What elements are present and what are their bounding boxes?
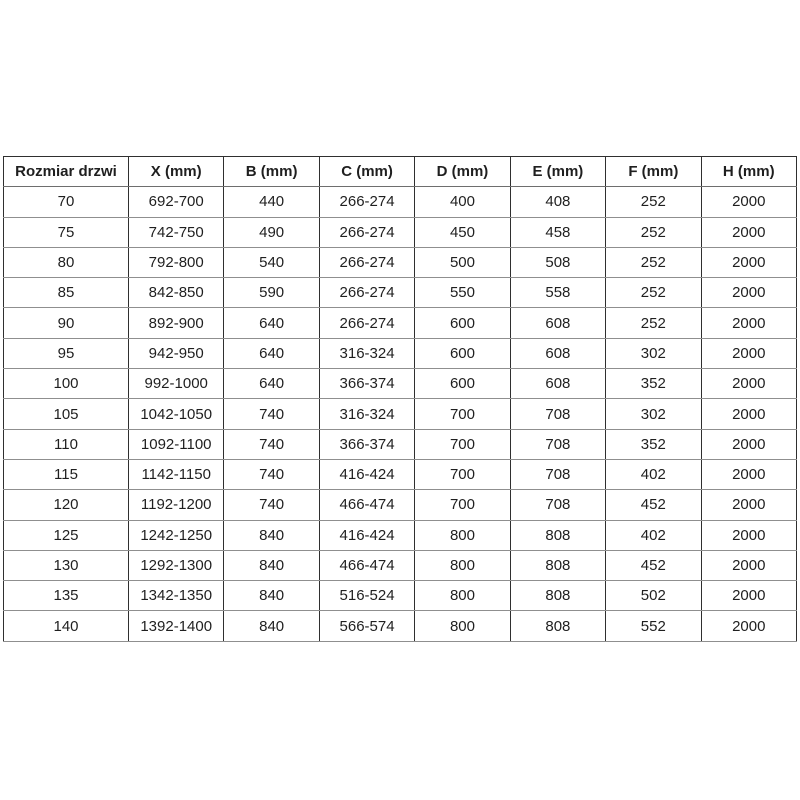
- table-cell: 840: [224, 550, 319, 580]
- table-cell: 70: [4, 187, 129, 217]
- table-cell: 352: [606, 369, 701, 399]
- table-cell: 800: [415, 581, 510, 611]
- table-cell: 266-274: [319, 308, 414, 338]
- table-cell: 552: [606, 611, 701, 641]
- table-row: [4, 399, 797, 429]
- column-header: D (mm): [415, 157, 510, 187]
- table-cell: 808: [510, 520, 605, 550]
- table-cell: 600: [415, 308, 510, 338]
- table-cell: 700: [415, 429, 510, 459]
- table-cell: 608: [510, 338, 605, 368]
- table-cell: 840: [224, 581, 319, 611]
- table-cell: 640: [224, 308, 319, 338]
- table-cell: 2000: [701, 247, 796, 277]
- table-cell: 1092-1100: [129, 429, 224, 459]
- table-cell: 2000: [701, 369, 796, 399]
- table-cell: 302: [606, 399, 701, 429]
- table-cell: 2000: [701, 611, 796, 641]
- table-cell: 2000: [701, 520, 796, 550]
- table-cell: 2000: [701, 581, 796, 611]
- table-cell: 490: [224, 217, 319, 247]
- table-cell: 640: [224, 338, 319, 368]
- table-cell: 840: [224, 611, 319, 641]
- table-cell: 316-324: [319, 338, 414, 368]
- table-cell: 740: [224, 399, 319, 429]
- table-cell: 105: [4, 399, 129, 429]
- column-header: C (mm): [319, 157, 414, 187]
- table-cell: 1342-1350: [129, 581, 224, 611]
- table-cell: 540: [224, 247, 319, 277]
- table-cell: 402: [606, 459, 701, 489]
- table-cell: 110: [4, 429, 129, 459]
- table-cell: 266-274: [319, 247, 414, 277]
- column-header: E (mm): [510, 157, 605, 187]
- table-row: [4, 217, 797, 247]
- table-cell: 608: [510, 369, 605, 399]
- table-cell: 1042-1050: [129, 399, 224, 429]
- table-cell: 2000: [701, 550, 796, 580]
- table-cell: 416-424: [319, 520, 414, 550]
- table-cell: 95: [4, 338, 129, 368]
- table-cell: 692-700: [129, 187, 224, 217]
- table-row: [4, 459, 797, 489]
- table-cell: 466-474: [319, 550, 414, 580]
- table-cell: 1142-1150: [129, 459, 224, 489]
- column-header: X (mm): [129, 157, 224, 187]
- table-cell: 840: [224, 520, 319, 550]
- table-cell: 500: [415, 247, 510, 277]
- table-cell: 700: [415, 459, 510, 489]
- table-cell: 2000: [701, 308, 796, 338]
- table-cell: 808: [510, 581, 605, 611]
- table-cell: 708: [510, 429, 605, 459]
- table-cell: 1292-1300: [129, 550, 224, 580]
- table-row: [4, 490, 797, 520]
- table-cell: 458: [510, 217, 605, 247]
- table-cell: 740: [224, 459, 319, 489]
- table-row: [4, 550, 797, 580]
- table-cell: 252: [606, 217, 701, 247]
- table-cell: 366-374: [319, 369, 414, 399]
- table-cell: 1392-1400: [129, 611, 224, 641]
- table-cell: 792-800: [129, 247, 224, 277]
- table-cell: 266-274: [319, 217, 414, 247]
- table-row: [4, 369, 797, 399]
- table-row: [4, 247, 797, 277]
- table-cell: 450: [415, 217, 510, 247]
- table-cell: 252: [606, 187, 701, 217]
- table-row: [4, 338, 797, 368]
- table-row: [4, 278, 797, 308]
- table-cell: 808: [510, 550, 605, 580]
- table-cell: 508: [510, 247, 605, 277]
- table-cell: 266-274: [319, 187, 414, 217]
- table-cell: 408: [510, 187, 605, 217]
- table-cell: 316-324: [319, 399, 414, 429]
- table-cell: 452: [606, 550, 701, 580]
- table-cell: 2000: [701, 217, 796, 247]
- table-cell: 808: [510, 611, 605, 641]
- table-cell: 2000: [701, 490, 796, 520]
- table-cell: 566-574: [319, 611, 414, 641]
- table-cell: 252: [606, 308, 701, 338]
- table-cell: 266-274: [319, 278, 414, 308]
- table-cell: 75: [4, 217, 129, 247]
- table-cell: 252: [606, 247, 701, 277]
- table-cell: 600: [415, 338, 510, 368]
- table-cell: 2000: [701, 429, 796, 459]
- table-cell: 742-750: [129, 217, 224, 247]
- table-cell: 2000: [701, 187, 796, 217]
- table-cell: 466-474: [319, 490, 414, 520]
- table-row: [4, 308, 797, 338]
- table-cell: 800: [415, 611, 510, 641]
- table-cell: 140: [4, 611, 129, 641]
- table-cell: 842-850: [129, 278, 224, 308]
- table-cell: 740: [224, 429, 319, 459]
- column-header: F (mm): [606, 157, 701, 187]
- column-header: B (mm): [224, 157, 319, 187]
- table-cell: 640: [224, 369, 319, 399]
- table-cell: 992-1000: [129, 369, 224, 399]
- table-row: [4, 611, 797, 641]
- table-cell: 402: [606, 520, 701, 550]
- table-cell: 100: [4, 369, 129, 399]
- table-row: [4, 520, 797, 550]
- table-row: [4, 581, 797, 611]
- table-cell: 452: [606, 490, 701, 520]
- table-cell: 516-524: [319, 581, 414, 611]
- table-cell: 892-900: [129, 308, 224, 338]
- table-cell: 90: [4, 308, 129, 338]
- table-cell: 1192-1200: [129, 490, 224, 520]
- table-cell: 2000: [701, 399, 796, 429]
- table-cell: 708: [510, 459, 605, 489]
- table-body: [4, 187, 797, 641]
- table-cell: 135: [4, 581, 129, 611]
- table-cell: 120: [4, 490, 129, 520]
- column-header: H (mm): [701, 157, 796, 187]
- table-cell: 700: [415, 399, 510, 429]
- table-cell: 302: [606, 338, 701, 368]
- table-cell: 366-374: [319, 429, 414, 459]
- table-cell: 130: [4, 550, 129, 580]
- header-row: [4, 157, 797, 187]
- table-cell: 400: [415, 187, 510, 217]
- table-cell: 942-950: [129, 338, 224, 368]
- table-row: [4, 187, 797, 217]
- table-cell: 550: [415, 278, 510, 308]
- table-cell: 800: [415, 550, 510, 580]
- table-cell: 2000: [701, 278, 796, 308]
- table-cell: 80: [4, 247, 129, 277]
- table-cell: 2000: [701, 459, 796, 489]
- table-cell: 115: [4, 459, 129, 489]
- table-cell: 2000: [701, 338, 796, 368]
- table-cell: 740: [224, 490, 319, 520]
- table-cell: 125: [4, 520, 129, 550]
- table-cell: 600: [415, 369, 510, 399]
- table-cell: 608: [510, 308, 605, 338]
- table-cell: 252: [606, 278, 701, 308]
- table-cell: 590: [224, 278, 319, 308]
- table-cell: 708: [510, 490, 605, 520]
- door-size-table: [3, 156, 797, 642]
- table-cell: 440: [224, 187, 319, 217]
- table-cell: 558: [510, 278, 605, 308]
- table-cell: 85: [4, 278, 129, 308]
- table-cell: 700: [415, 490, 510, 520]
- table-cell: 502: [606, 581, 701, 611]
- table-cell: 352: [606, 429, 701, 459]
- table-cell: 708: [510, 399, 605, 429]
- column-header: Rozmiar drzwi: [4, 157, 129, 187]
- table-cell: 800: [415, 520, 510, 550]
- table-cell: 1242-1250: [129, 520, 224, 550]
- size-table-container: [3, 156, 797, 642]
- table-row: [4, 429, 797, 459]
- table-cell: 416-424: [319, 459, 414, 489]
